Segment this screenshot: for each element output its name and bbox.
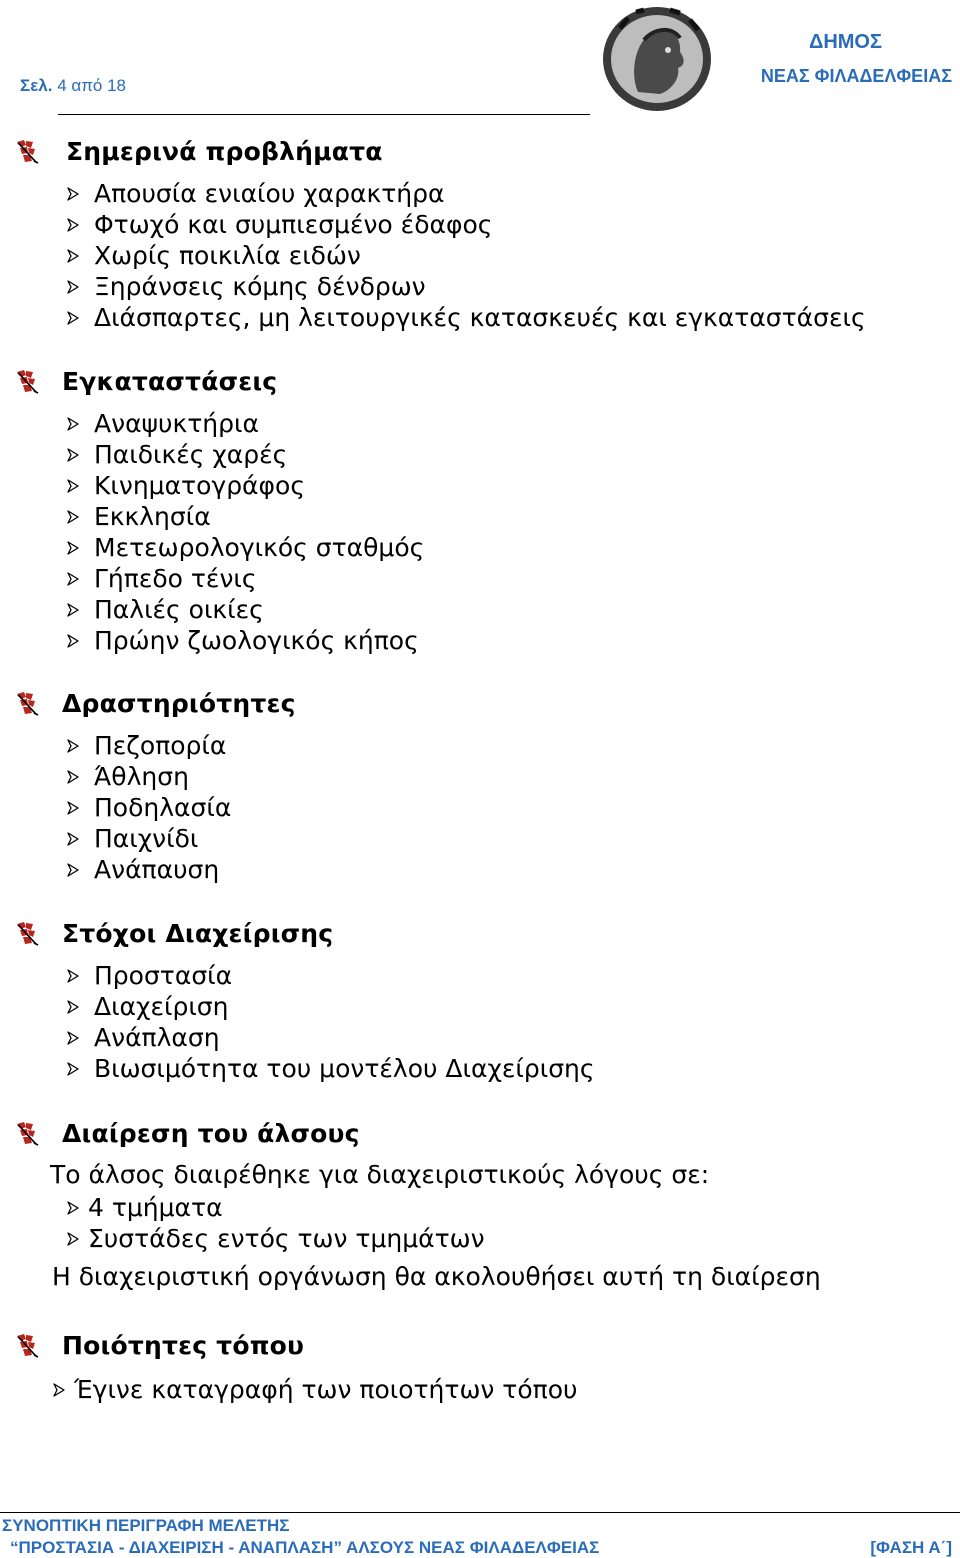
list-item-text: Βιωσιμότητα του μοντέλου Διαχείρισης: [94, 1054, 595, 1083]
section-title: Εγκαταστάσεις: [62, 366, 278, 396]
arrow-bullet-icon: [66, 280, 80, 294]
list-item-text: Κινηματογράφος: [94, 471, 305, 500]
arrow-bullet-icon: [66, 969, 80, 983]
section-title: Δραστηριότητες: [62, 688, 296, 718]
goals-list: [66, 960, 960, 1084]
arrow-bullet-icon: [66, 832, 80, 846]
leaf-bullet-icon: [14, 368, 40, 394]
list-item: [66, 854, 960, 885]
page-label: Σελ.: [20, 76, 53, 95]
list-item: [66, 1192, 960, 1223]
list-item: [66, 470, 960, 501]
list-item-text: Διαχείριση: [94, 992, 229, 1021]
list-item: [66, 823, 960, 854]
footer-phase: [ΦΑΣΗ Α΄]: [870, 1538, 952, 1557]
arrow-bullet-icon: [66, 417, 80, 431]
section-title: Ποιότητες τόπου: [62, 1330, 305, 1360]
arrow-bullet-icon: [66, 1201, 80, 1215]
leaf-bullet-icon: [14, 138, 40, 164]
section-place-qualities: [0, 1328, 960, 1405]
arrow-bullet-icon: [66, 572, 80, 586]
arrow-bullet-icon: [66, 770, 80, 784]
list-item: [66, 209, 960, 240]
list-item: [66, 302, 960, 333]
list-item: [66, 1223, 960, 1254]
division-outro: Η διαχειριστική οργάνωση θα ακολουθήσει αυτή τη διαίρεση: [52, 1262, 821, 1291]
arrow-bullet-icon: [66, 801, 80, 815]
arrow-bullet-icon: [66, 1000, 80, 1014]
list-item-text: Ανάπαυση: [94, 855, 220, 884]
division-intro: Το άλσος διαιρέθηκε για διαχειριστικούς λόγους σε:: [50, 1160, 710, 1189]
qualities-list: [52, 1374, 960, 1405]
leaf-bullet-icon: [14, 690, 40, 716]
arrow-bullet-icon: [66, 311, 80, 325]
footer-study-title: ΣΥΝΟΠΤΙΚΗ ΠΕΡΙΓΡΑΦΗ ΜΕΛΕΤΗΣ: [2, 1516, 290, 1535]
list-item-text: Παιδικές χαρές: [94, 440, 288, 469]
page-number: [20, 76, 126, 96]
section-heading: [0, 1116, 960, 1150]
list-item-text: Προστασία: [94, 961, 233, 990]
section-title: Διαίρεση του άλσους: [62, 1118, 360, 1148]
arrow-bullet-icon: [66, 187, 80, 201]
division-list: [66, 1192, 960, 1254]
list-item: [66, 408, 960, 439]
list-item-text: Ξηράνσεις κόμης δένδρων: [94, 272, 426, 301]
section-grove-division: [0, 1116, 960, 1294]
section-problems: [0, 134, 960, 333]
arrow-bullet-icon: [66, 510, 80, 524]
leaf-bullet-icon: [14, 1120, 40, 1146]
section-heading: [0, 134, 960, 168]
arrow-bullet-icon: [66, 739, 80, 753]
page-count: 4 από 18: [57, 76, 127, 95]
arrow-bullet-icon: [66, 863, 80, 877]
list-item: [66, 761, 960, 792]
list-item: [66, 1022, 960, 1053]
municipality-line-2: ΝΕΑΣ ΦΙΛΑΔΕΛΦΕΙΑΣ: [760, 66, 952, 86]
section-heading: [0, 1328, 960, 1362]
section-title: Στόχοι Διαχείρισης: [62, 918, 334, 948]
list-item: [66, 563, 960, 594]
list-item: [66, 271, 960, 302]
list-item-text: Πεζοπορία: [94, 731, 227, 760]
list-item: [66, 532, 960, 563]
arrow-bullet-icon: [66, 603, 80, 617]
list-item-text: Παλιές οικίες: [94, 595, 264, 624]
list-item: [66, 730, 960, 761]
list-item: [66, 960, 960, 991]
list-item-text: Γήπεδο τένις: [94, 564, 257, 593]
arrow-bullet-icon: [66, 1232, 80, 1246]
list-item-text: Εκκλησία: [94, 502, 211, 531]
list-item-text: Άθληση: [94, 762, 189, 791]
section-management-goals: [0, 916, 960, 1084]
list-item-text: Ποδηλασία: [94, 793, 232, 822]
arrow-bullet-icon: [66, 218, 80, 232]
coin-portrait-logo: [600, 4, 714, 114]
list-item: [66, 991, 960, 1022]
list-item: [66, 501, 960, 532]
list-item: [52, 1374, 960, 1405]
arrow-bullet-icon: [52, 1383, 66, 1397]
footer-project-title: “ΠΡΟΣΤΑΣΙΑ - ΔΙΑΧΕΙΡΙΣΗ - ΑΝΑΠΛΑΣΗ” ΑΛΣΟΥΣ ΝΕΑΣ ΦΙΛΑΔΕΛΦΕΙΑΣ: [10, 1538, 600, 1557]
list-item-text: Φτωχό και συμπιεσμένο έδαφος: [94, 210, 493, 239]
section-heading: [0, 364, 960, 398]
list-item: [66, 594, 960, 625]
arrow-bullet-icon: [66, 634, 80, 648]
section-activities: [0, 686, 960, 885]
list-item: [66, 792, 960, 823]
list-item-text: Ανάπλαση: [94, 1023, 220, 1052]
section-heading: [0, 686, 960, 720]
list-item-text: Μετεωρολογικός σταθμός: [94, 533, 425, 562]
list-item: [66, 178, 960, 209]
list-item-text: Έγινε καταγραφή των ποιοτήτων τόπου: [74, 1375, 578, 1404]
arrow-bullet-icon: [66, 1062, 80, 1076]
list-item-text: Αναψυκτήρια: [94, 409, 259, 438]
section-heading: [0, 916, 960, 950]
arrow-bullet-icon: [66, 249, 80, 263]
list-item-text: Πρώην ζωολογικός κήπος: [94, 626, 419, 655]
list-item: [66, 240, 960, 271]
leaf-bullet-icon: [14, 920, 40, 946]
arrow-bullet-icon: [66, 541, 80, 555]
municipality-title: [712, 28, 952, 90]
list-item: [66, 439, 960, 470]
activities-list: [66, 730, 960, 885]
list-item-text: Συστάδες εντός των τμημάτων: [88, 1224, 485, 1253]
municipality-line-1: ΔΗΜΟΣ: [808, 31, 882, 53]
leaf-bullet-icon: [14, 1332, 40, 1358]
list-item-text: 4 τμήματα: [88, 1193, 223, 1222]
arrow-bullet-icon: [66, 479, 80, 493]
list-item-text: Παιχνίδι: [94, 824, 199, 853]
facilities-list: [66, 408, 960, 656]
footer-divider: [0, 1512, 960, 1513]
list-item-text: Χωρίς ποικιλία ειδών: [94, 241, 361, 270]
arrow-bullet-icon: [66, 448, 80, 462]
list-item: [66, 625, 960, 656]
section-facilities: [0, 364, 960, 656]
section-title: Σημερινά προβλήματα: [66, 136, 383, 166]
list-item-text: Διάσπαρτες, μη λειτουργικές κατασκευές και εγκαταστάσεις: [94, 303, 866, 332]
arrow-bullet-icon: [66, 1031, 80, 1045]
list-item-text: Απουσία ενιαίου χαρακτήρα: [94, 179, 445, 208]
header-divider: [58, 114, 590, 115]
problems-list: [66, 178, 960, 333]
list-item: [66, 1053, 960, 1084]
